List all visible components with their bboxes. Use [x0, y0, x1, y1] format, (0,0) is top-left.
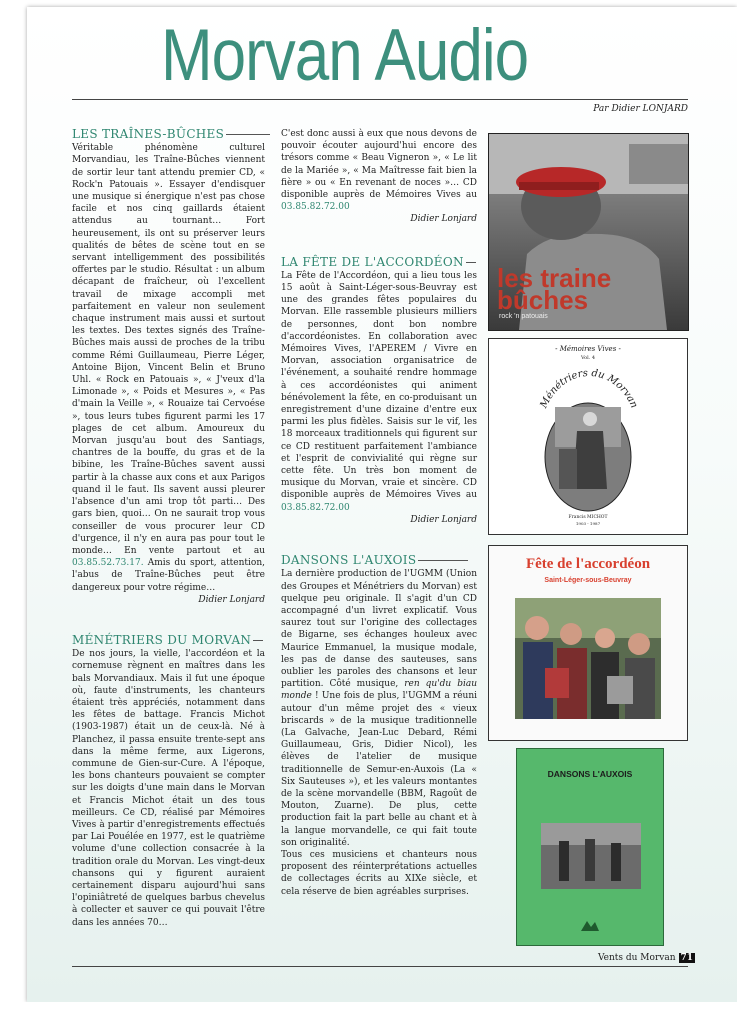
article-menetriers-continued: C'est donc aussi à eux que nous devons de pouvoir écouter aujourd'hui encore des trésors comme « Beau Vigneron », « Le lit de la Mariée », « Ma Maîtresse fait bien la fière » ou « En revenant de noces »… CD disponible auprès de Mémoires Vives au 03.85.82.72.00 [281, 129, 477, 213]
cover-series: - Mémoires Vives - [555, 345, 621, 353]
cover-title: Fête de l'accordéon [525, 556, 651, 572]
page-number: 71 [680, 953, 694, 963]
cover-dansons-auxois [516, 748, 664, 946]
accordionists-photo [515, 598, 661, 719]
svg-text:Ménétriers du Morvan: Ménétriers du Morvan [538, 367, 640, 410]
article-fete-accordeon: La Fête de l'Accordéon, qui a lieu tous les 15 août à Saint-Léger-sous-Beuvray est une des grandes fêtes populaires du Morvan. Elle rassemble plusieurs milliers de personnes, dont bon nombre d'accordéonistes. En collaboration avec Mémoires Vives, l'APEREM / Vivre en Morvan, association organisatrice de l'événement, a souhaité rendre hommage à ces accordéonistes qui animent bénévolement la fête, en co-produisant un enregistrement d'une dizaine d'entre eux parmi les plus fidèles. Saisis sur le vif, les 18 morceaux traditionnels qui figurent sur ce CD restituent parfaitement l'ambiance et l'esprit de convivialité qui règne sur cette fête. Un très bon moment de musique du Morvan, vraie et sincère. CD disponible auprès de Mémoires Vives au 03.85.82.72.00 [281, 270, 477, 513]
signature: Didier Lonjard [410, 514, 477, 525]
phone-number: 03.85.52.73.17. [72, 558, 144, 569]
article-menetriers: De nos jours, la vielle, l'accordéon et la cornemuse règnent en maîtres dans les bals Morvandiaux. Mais il fut une époque où, faute d'instruments, les chanteurs étaient très appréciés, notamment dans les fêtes de battage. Francis Michot (1903-1987) était un de ceux-là. Né à Planchez, il passa ensuite trente-sept ans dans la même ferme, aux Ligerons, commune de Gien-sur-Cure. A l'époque, les bons chanteurs pouvaient se compter sur les doigts d'une main dans le Morvan et Francis Michot était un des tous meilleurs. Ce CD, réalisé par Mémoires Vives à partir d'enregistrements effectués par Lai Pouélée en 1977, est le quatrième volume d'une collection consacrée à la tradition orale du Morvan. Les vingt-deux chansons qui y figurent auraient certainement disparu aujourd'hui sans l'opiniâtreté de quelques barbus chevelus à collecter et sauver ce qui pouvait l'être dans les années 70… [72, 649, 265, 928]
scan-margin-bottom [0, 1002, 756, 1024]
page-footer [598, 953, 695, 963]
cover-artist: Francis MICHOT [568, 515, 608, 520]
magazine-name: Vents du Morvan [598, 953, 676, 963]
cover-subtitle: rock 'n patouais [499, 313, 548, 320]
signature: Didier Lonjard [410, 214, 477, 225]
signature: Didier Lonjard [198, 594, 265, 605]
article-traines-buches: Véritable phénomène culturel Morvandiau, les Traîne-Bûches viennent de sortir leur tant attendu premier CD, « Rock'n Patouais ». Essayer d'endisquer une musique si énergique n'est pas chose facile et nos cinq gaillards étaient attendus au tournant… Fort heureusement, ils ont su préserver leurs qualités de bêtes de scène tout en se servant intelligemment des possibilités offertes par le studio. Résultat : un album décapant de fraîcheur, où l'excellent travail de mixage accompli met parfaitement en valeur non seulement chaque instrument mais aussi et surtout les textes. Des textes signés des Traîne- Bûches mais aussi de proches de la tribu comme Rémi Guillaumeau, Pierre Léger, Antoine Bijon, Vincent Belin et Bruno Uhl. « Rock en Patouais », « J'veux d'la Limonade », « Poids et Mesures », « Pas d'main la Veille », « Rouaize tai Cervoése », tous leurs tubes figurent parmi les 17 plages de cet album. Amoureux du Morvan jusqu'au bout des Santiags, chantres de la bouffe, du gras et de la bibine, les Traîne-Bûches savent aussi partir à la chasse aux cons et aux Parigos quand il le faut. Ils savent aussi pleurer l'absence d'un ami trop tôt parti… Des gars bien, quoi… On ne saurait trop vous conseiller de vous procurer leur CD d'urgence, il n'y en aura pas pour tout le monde… En vente partout et au 03.85.52.73.17. Amis du sport, attention, l'abus de Traîne-Bûches peut être dangereux pour votre régime… [72, 143, 265, 593]
cover-years: 1903 - 1987 [575, 521, 601, 526]
byline: Par Didier LONJARD [593, 104, 688, 114]
cover-volume: Vol. 4 [580, 355, 596, 361]
heading-dansons-auxois: DANSONS L'AUXOIS [281, 554, 477, 566]
masthead-title: Morvan Audio [161, 15, 529, 97]
column-2 [281, 128, 477, 898]
cover-subtitle: Saint-Léger-sous-Beuvray [544, 577, 632, 584]
top-rule [72, 99, 688, 100]
dancers-photo [541, 823, 641, 889]
bottom-rule [72, 966, 688, 967]
cover-title: les traine bûches [497, 263, 612, 315]
heading-fete-accordeon: LA FÊTE DE L'ACCORDÉON [281, 256, 477, 268]
phone-number: 03.85.82.72.00 [281, 202, 350, 213]
label-logo [579, 919, 601, 933]
cover-traine-buches [488, 133, 689, 331]
cover-menetriers [488, 338, 688, 535]
article-dansons-auxois: La dernière production de l'UGMM (Union des Groupes et Ménétriers du Morvan) est quelque peu originale. Il s'agit d'un CD accompagné d'un livret explicatif. Vous saurez tout sur l'origine des collectages de Bigarne, ses échanges houleux avec Maurice Emmanuel, la musique modale, les pas de danse des sauteuses, sans oublier les paroles des chansons et leur partition. Côté musique, ren qu'du biau monde ! Une fois de plus, l'UGMM a réuni autour d'un même projet des « vieux briscards » de la musique traditionnelle (La Galvache, Jean-Luc Debard, Rémi Guillaumeau, Gris, Didier Nicol), les élèves de l'atelier de musique traditionnelle de Semur-en-Auxois (La « Six Sauteuses »), et les valeurs montantes de la scène morvandelle (BBM, Ragoût de Mouton, Zuarne). De plus, cette production fait la part belle au chant et à la langue morvandelle, ce qui fait toute son originalité. [281, 569, 477, 848]
cover-arc-title [489, 339, 687, 534]
phone-number: 03.85.82.72.00 [281, 502, 350, 513]
cover-fete-accordeon [488, 545, 688, 741]
cover-title: DANSONS L'AUXOIS [547, 769, 633, 779]
heading-traines-buches: LES TRAÎNES-BÛCHES [72, 128, 265, 140]
scan-margin-right [737, 0, 756, 1024]
article-dansons-auxois-end: Tous ces musiciens et chanteurs nous proposent des réinterprétations actuelles de collectages écrits au XIXe siècle, et cela réserve de bien agréables surprises. [281, 849, 477, 897]
column-1 [72, 128, 265, 929]
heading-menetriers: MÉNÉTRIERS DU MORVAN [72, 634, 265, 646]
